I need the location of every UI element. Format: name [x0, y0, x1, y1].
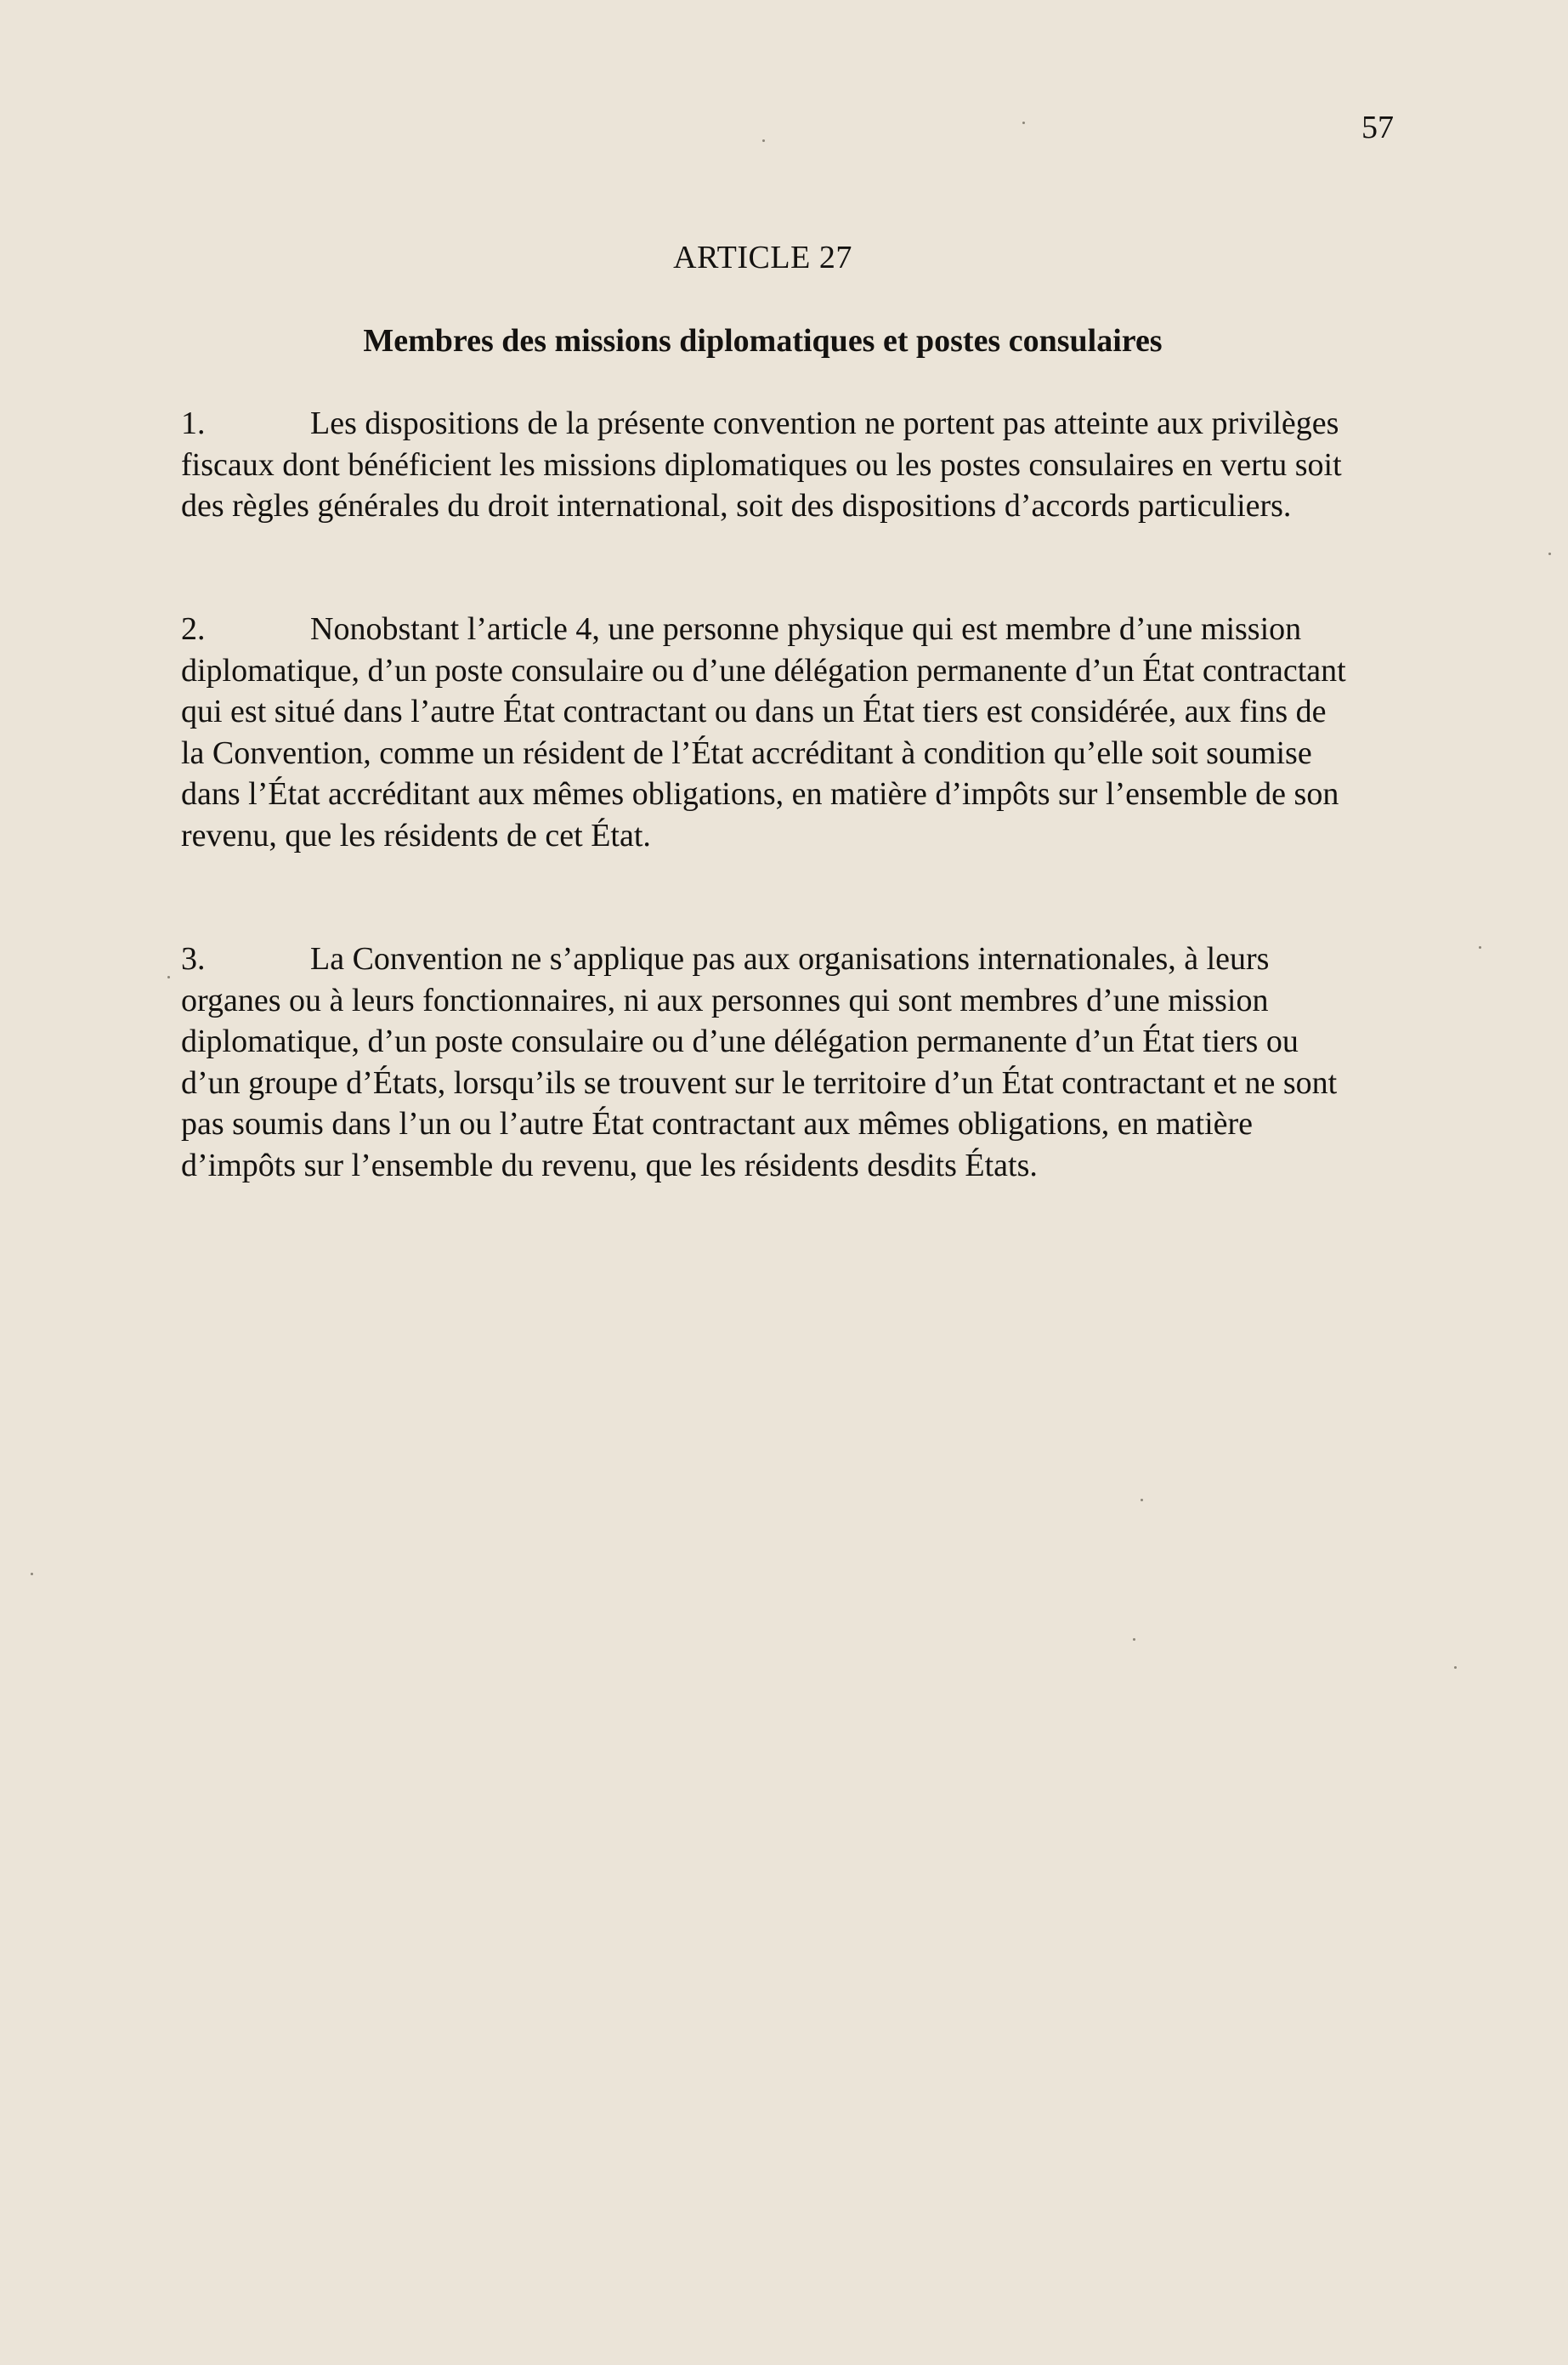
paragraph-text: Nonobstant l’article 4, une personne physique qui est membre d’une mission diplomatique, d’un poste consulaire ou d’une délégation permanente d’un État contractant qui est situé dans l’autre État contractant ou dans un État tiers est considérée, aux fins de la Convention, comme un résident de l’État accréditant à condition qu’elle soit soumise dans l’État accréditant aux mêmes obligations, en matière d’impôts sur l’ensemble de son revenu, que les résidents de cet État. — [181, 611, 1346, 854]
scan-speck — [1022, 122, 1025, 124]
paragraph-number: 1. — [181, 406, 206, 441]
paragraph-number: 2. — [181, 611, 206, 647]
paragraph-3 — [181, 939, 1354, 1187]
paragraph-1 — [181, 403, 1354, 527]
paragraph-text: Les dispositions de la présente convention ne portent pas atteinte aux privilèges fiscaux dont bénéficient les missions diplomatiques ou les postes consulaires en vertu soit des règles générales du droit international, soit des dispositions d’accords particuliers. — [181, 406, 1342, 525]
scan-speck — [1454, 1666, 1457, 1669]
article-title: ARTICLE 27 — [673, 240, 852, 275]
scan-speck — [1479, 946, 1481, 949]
paragraph-number: 3. — [181, 941, 206, 977]
scan-speck — [31, 1573, 33, 1575]
scan-speck — [1133, 1638, 1135, 1641]
page-number: 57 — [1361, 110, 1394, 145]
scan-speck — [762, 139, 765, 142]
article-subtitle: Membres des missions diplomatiques et postes consulaires — [363, 323, 1163, 359]
scan-speck — [167, 976, 170, 978]
paragraph-text: La Convention ne s’applique pas aux organisations internationales, à leurs organes ou à leurs fonctionnaires, ni aux personnes qui sont membres d’une mission diplomatique, d’un poste consulaire ou d’une délégation permanente d’un État tiers ou d’un groupe d’États, lorsqu’ils se trouvent sur le territoire d’un État contractant et ne sont pas soumis dans l’un ou l’autre État contractant aux mêmes obligations, en matière d’impôts sur l’ensemble du revenu, que les résidents desdits États. — [181, 941, 1338, 1183]
scan-speck — [1548, 553, 1551, 555]
scan-speck — [1141, 1499, 1143, 1501]
paragraph-2 — [181, 609, 1354, 857]
